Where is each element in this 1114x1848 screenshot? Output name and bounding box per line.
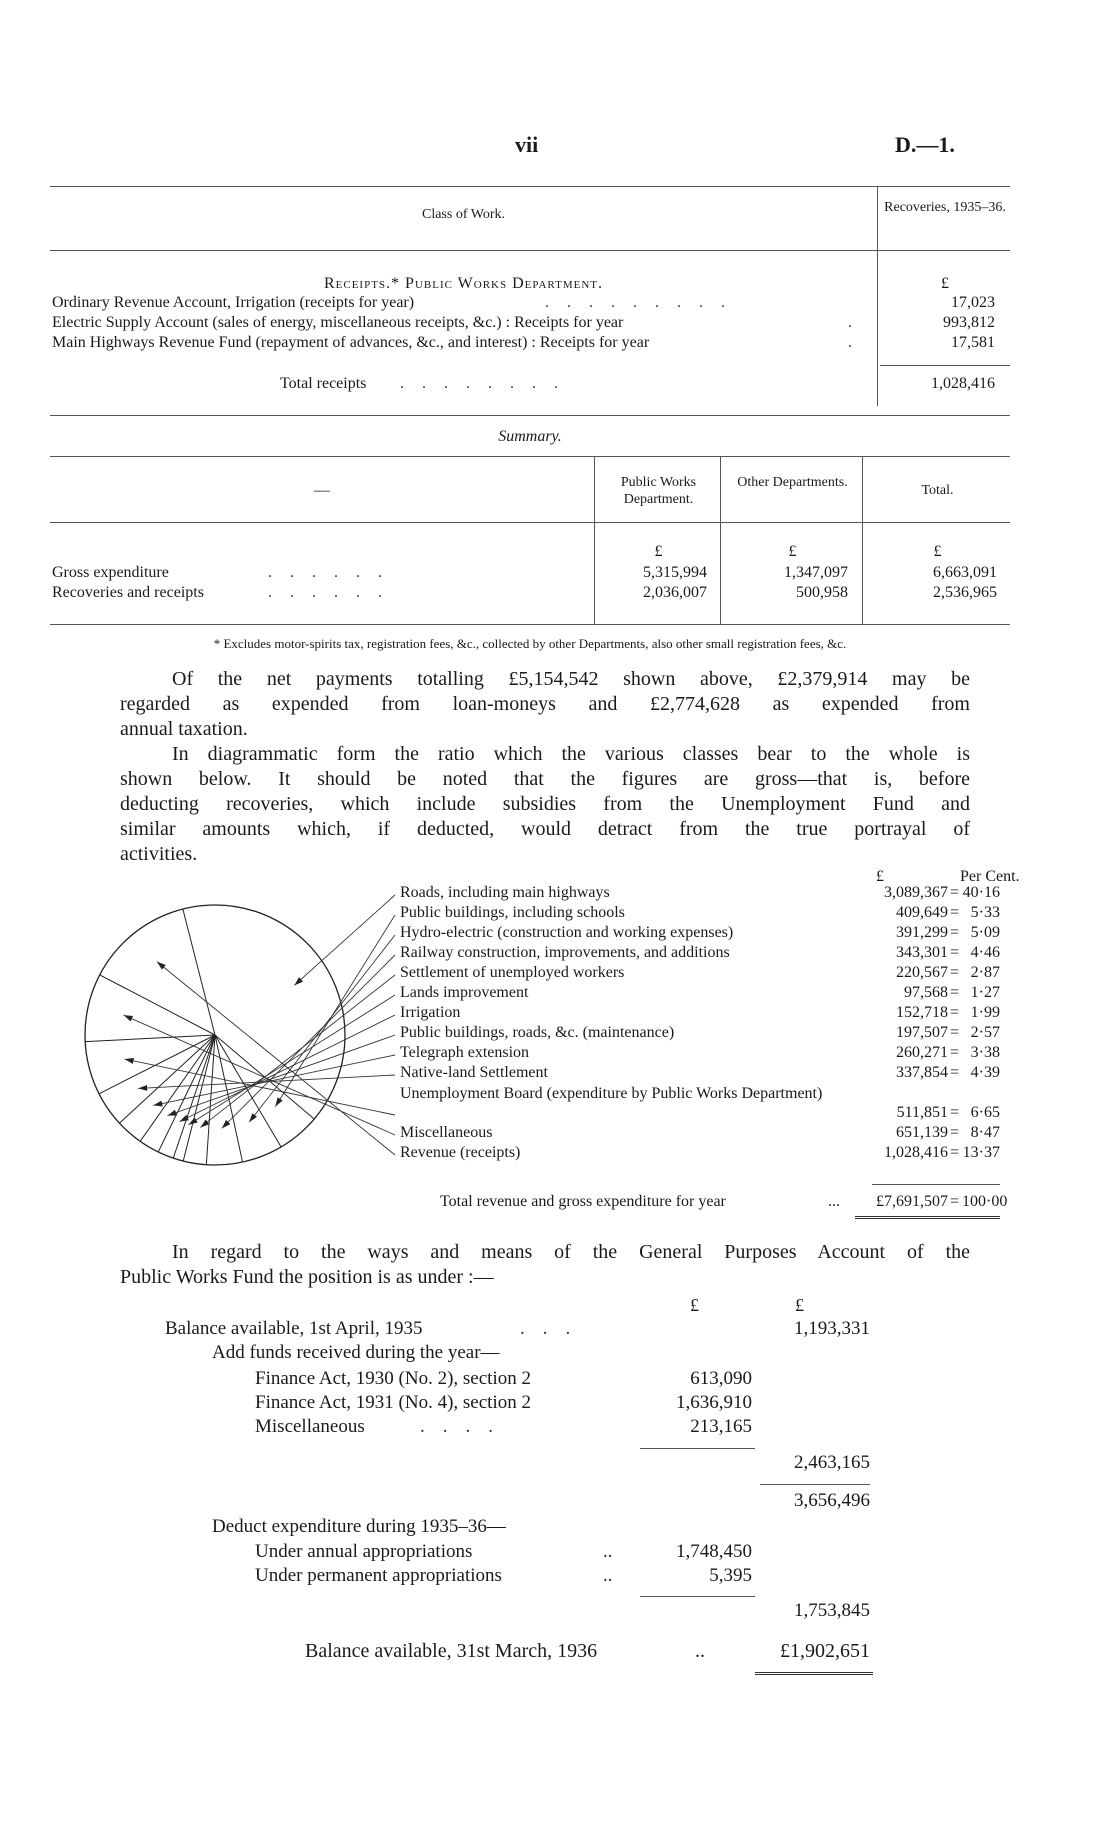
expenditure-total-value: 1,753,845 <box>794 1600 870 1621</box>
pie-leader-line <box>138 1075 395 1088</box>
expenditure-value: 1,748,450 <box>676 1541 752 1562</box>
legend-amount: 1,028,416 <box>884 1144 948 1161</box>
fund-label: Finance Act, 1931 (No. 4), section 2 <box>255 1392 531 1413</box>
legend-amount: 651,139 <box>896 1124 948 1141</box>
equals-sign: = <box>950 1193 960 1210</box>
leader-dots: .. <box>603 1565 613 1586</box>
pie-leader-arrow <box>275 1097 282 1106</box>
balance-close-label: Balance available, 31st March, 1936 <box>305 1640 598 1662</box>
leader-dots: .... <box>420 1416 511 1437</box>
legend-amount: 220,567 <box>896 964 948 981</box>
legend-percent: 2·87 <box>970 964 1000 981</box>
legend-percent: 5·33 <box>970 904 1000 921</box>
legend-amount: 152,718 <box>896 1004 948 1021</box>
chart-total-label: Total revenue and gross expenditure for year <box>440 1193 726 1210</box>
summary-bottom-rule <box>50 624 1010 625</box>
legend-equals: = <box>950 984 960 1001</box>
para-line: Public Works Fund the position is as under :— <box>120 1266 494 1288</box>
legend-label: Railway construction, improvements, and additions <box>400 944 730 961</box>
pie-slice-boundary <box>119 1035 215 1123</box>
legend-amount: 260,271 <box>896 1044 948 1061</box>
pie-slice-boundary <box>215 1035 243 1162</box>
receipt-label: Ordinary Revenue Account, Irrigation (receipts for year) <box>52 294 415 311</box>
receipt-value: 993,812 <box>943 314 995 331</box>
legend-label: Telegraph extension <box>400 1044 530 1061</box>
legend-equals: = <box>950 1104 960 1121</box>
legend-amount: 3,089,367 <box>884 884 948 901</box>
pie-leader-arrow <box>153 1101 162 1107</box>
table1-bottom-rule <box>50 415 1010 416</box>
pie-leader-arrow <box>167 1110 176 1116</box>
legend-equals: = <box>950 944 960 961</box>
para-line: deducting recoveries, which include subsidies from the Unemployment Fund and <box>120 793 970 815</box>
legend-equals: = <box>950 924 960 941</box>
legend-label: Miscellaneous <box>400 1124 493 1141</box>
pie-leader-arrow <box>200 1120 209 1128</box>
col-pwd-header: Public Works Department. <box>620 475 697 507</box>
currency-symbol: £ <box>795 1295 804 1315</box>
pie-leader-line <box>124 1015 395 1135</box>
expenditure-label: Under annual appropriations <box>255 1541 473 1562</box>
legend-label: Irrigation <box>400 1004 461 1021</box>
legend-percent: 5·09 <box>970 924 1000 941</box>
legend-equals: = <box>950 1044 960 1061</box>
legend-equals: = <box>950 1024 960 1041</box>
receipt-label: Electric Supply Account (sales of energy, miscellaneous receipts, &c.) : Receipts for year <box>52 314 624 331</box>
currency-symbol: £ <box>788 543 797 560</box>
footnote: * Excludes motor-spirits tax, registration fees, &c., collected by other Departments, also other small registration fees, &c. <box>213 636 847 651</box>
summary-title: Summary. <box>498 428 562 445</box>
col-total-header: Total. <box>921 483 954 498</box>
leader-dots: . <box>848 334 870 351</box>
legend-percent: 1·99 <box>970 1004 1000 1021</box>
legend-amount: 409,649 <box>896 904 948 921</box>
legend-amount: 343,301 <box>896 944 948 961</box>
fund-value: 613,090 <box>690 1368 752 1389</box>
summary-other: 1,347,097 <box>784 564 848 581</box>
col-recoveries-header: Recoveries, 1935–36. <box>884 200 1006 215</box>
paragraph-ways-means <box>120 1240 970 1290</box>
legend-amount: 97,568 <box>904 984 948 1001</box>
legend-label: Unemployment Board (expenditure by Public Works Department) <box>400 1085 823 1102</box>
table1-divider <box>877 186 878 406</box>
legend-label: Public buildings, including schools <box>400 904 625 921</box>
summary-top-rule <box>50 456 1010 457</box>
summary-header-rule <box>50 522 1010 523</box>
para-line: regarded as expended from loan-moneys and £2,774,628 as expended from <box>120 693 970 715</box>
legend-equals: = <box>950 884 960 901</box>
para-line: shown below. It should be noted that the figures are gross—that is, before <box>120 768 970 790</box>
col-dash: — <box>314 482 330 499</box>
summary-total: 2,536,965 <box>933 584 997 601</box>
leader-dots: ......... <box>545 294 743 311</box>
legend-equals: = <box>950 904 960 921</box>
expenditure-value: 5,395 <box>709 1565 752 1586</box>
receipt-label: Main Highways Revenue Fund (repayment of advances, &c., and interest) : Receipts for year <box>52 334 650 351</box>
legend-percent: 2·57 <box>970 1024 1000 1041</box>
summary-total: 6,663,091 <box>933 564 997 581</box>
legend-label: Lands improvement <box>400 984 529 1001</box>
leader-dots: ...... <box>268 564 400 581</box>
pie-leader-line <box>294 895 395 985</box>
pie-slice-boundary <box>100 975 215 1035</box>
legend-label: Hydro-electric (construction and working expenses) <box>400 924 734 941</box>
pie-leader-arrow <box>124 1015 133 1021</box>
fund-label: Finance Act, 1930 (No. 2), section 2 <box>255 1368 531 1389</box>
funds-rule <box>640 1448 755 1449</box>
balance-double-rule <box>755 1672 873 1675</box>
legend-amount: 337,854 <box>896 1064 948 1081</box>
pie-leader-line <box>222 955 395 1128</box>
pie-slice-boundary <box>215 1035 281 1147</box>
pie-slice-boundary <box>158 1035 215 1152</box>
receipt-value: 17,581 <box>951 334 995 351</box>
balance-open-label: Balance available, 1st April, 1935 <box>165 1318 423 1339</box>
leader-dots: .. <box>695 1640 705 1662</box>
summary-pwd: 5,315,994 <box>643 564 707 581</box>
legend-label: Settlement of unemployed workers <box>400 964 625 981</box>
currency-symbol: £ <box>654 543 663 560</box>
legend-total-rule <box>872 1184 1000 1185</box>
fund-value: 1,636,910 <box>676 1392 752 1413</box>
summary-other: 500,958 <box>796 584 848 601</box>
pie-leader-line <box>153 1055 395 1105</box>
legend-percent: 40·16 <box>962 884 1000 901</box>
subtotal-value: 3,656,496 <box>794 1490 870 1511</box>
summary-divider <box>862 456 863 624</box>
legend-amount: 511,851 <box>896 1104 948 1121</box>
pie-leader-arrow <box>249 1113 257 1122</box>
page-number: vii <box>515 132 539 157</box>
legend-label: Public buildings, roads, &c. (maintenance) <box>400 1024 675 1041</box>
leader-dots: ........ <box>400 375 576 392</box>
summary-row-label: Recoveries and receipts <box>52 584 204 601</box>
legend-label: Native-land Settlement <box>400 1064 548 1081</box>
legend-equals: = <box>950 1124 960 1141</box>
total-receipts-value: 1,028,416 <box>931 375 995 392</box>
legend-percent: 8·47 <box>970 1124 1000 1141</box>
legend-amount: 391,299 <box>896 924 948 941</box>
pie-slice-boundary <box>183 909 215 1035</box>
add-funds-label: Add funds received during the year— <box>212 1342 500 1363</box>
pie-leader-arrow <box>125 1058 134 1064</box>
para-line: Of the net payments totalling £5,154,542 shown above, £2,379,914 may be <box>172 668 970 690</box>
summary-divider <box>720 456 721 624</box>
para-line: In regard to the ways and means of the General Purposes Account of the <box>172 1241 970 1263</box>
receipt-value: 17,023 <box>951 294 995 311</box>
legend-equals: = <box>950 1144 960 1161</box>
paragraph-diagram-intro <box>120 742 970 867</box>
pie-chart <box>50 880 410 1180</box>
subtotal-rule <box>760 1484 870 1485</box>
chart-total-amount: £7,691,507 <box>876 1193 948 1210</box>
expenditure-rule <box>640 1596 755 1597</box>
col-other-header: Other Departments. <box>737 475 848 490</box>
legend-percent: 13·37 <box>962 1144 1000 1161</box>
pie-leader-line <box>189 995 395 1125</box>
currency-symbol: £ <box>941 275 949 292</box>
summary-row-label: Gross expenditure <box>52 564 169 581</box>
total-receipts-label: Total receipts <box>280 375 367 392</box>
fund-label: Miscellaneous <box>255 1416 365 1437</box>
para-line: annual taxation. <box>120 718 248 740</box>
para-line: similar amounts which, if deducted, would detract from the true portrayal of <box>120 818 970 840</box>
legend-label: Roads, including main highways <box>400 884 610 901</box>
legend-equals: = <box>950 1004 960 1021</box>
currency-symbol: £ <box>933 543 942 560</box>
table1-header-rule <box>50 250 1010 251</box>
table1-top-rule <box>50 186 1010 187</box>
legend-percent: 6·65 <box>970 1104 1000 1121</box>
legend-equals: = <box>950 964 960 981</box>
balance-open-value: 1,193,331 <box>794 1318 870 1339</box>
leader-dots: ... <box>520 1318 589 1339</box>
leader-dots: ...... <box>268 584 400 601</box>
funds-total-value: 2,463,165 <box>794 1452 870 1473</box>
expenditure-label: Under permanent appropriations <box>255 1565 502 1586</box>
receipts-section-title: Receipts.* Public Works Department. <box>323 275 603 292</box>
balance-close-value: £1,902,651 <box>780 1640 870 1662</box>
paragraph-net-payments <box>120 667 970 742</box>
col-percent-header: Per Cent. <box>960 868 1020 885</box>
deduct-label: Deduct expenditure during 1935–36— <box>212 1516 506 1537</box>
legend-percent: 4·46 <box>970 944 1000 961</box>
col-class-header: Class of Work. <box>421 207 505 222</box>
legend-total-double-rule <box>855 1216 1000 1219</box>
fund-value: 213,165 <box>690 1416 752 1437</box>
para-line: activities. <box>120 843 198 865</box>
leader-dots: .. <box>603 1541 613 1562</box>
legend-percent: 4·39 <box>970 1064 1000 1081</box>
legend-label: Revenue (receipts) <box>400 1144 521 1161</box>
chart-total-percent: 100·00 <box>962 1193 1008 1210</box>
leader-dots: ... <box>828 1193 840 1210</box>
pie-leader-arrow <box>157 962 166 970</box>
summary-pwd: 2,036,007 <box>643 584 707 601</box>
leader-dots: . <box>848 314 870 331</box>
summary-divider <box>594 456 595 624</box>
total-rule <box>880 365 1010 366</box>
col-amount-header: £ <box>876 868 884 885</box>
document-ref: D.—1. <box>895 132 955 157</box>
para-line: In diagrammatic form the ratio which the various classes bear to the whole is <box>172 743 970 765</box>
pie-leader-line <box>179 1015 395 1122</box>
legend-percent: 1·27 <box>970 984 1000 1001</box>
legend-equals: = <box>950 1064 960 1081</box>
currency-symbol: £ <box>690 1295 699 1315</box>
legend-percent: 3·38 <box>970 1044 1000 1061</box>
legend-amount: 197,507 <box>896 1024 948 1041</box>
pie-slice-boundary <box>85 1035 215 1042</box>
pie-leader-arrow <box>138 1085 147 1091</box>
